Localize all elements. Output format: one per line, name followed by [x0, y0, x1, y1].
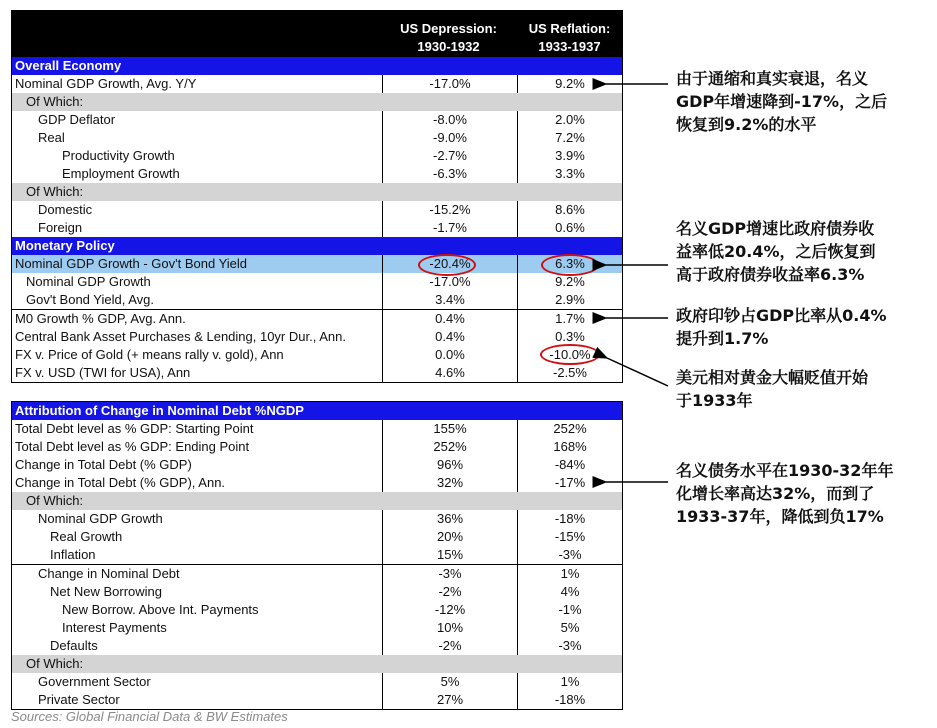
column-header-line: 1933-1937	[538, 39, 601, 54]
value-reflation: 1.7%	[517, 310, 622, 328]
value-depression: -2%	[382, 637, 517, 655]
value-depression: 155%	[382, 420, 517, 438]
value-reflation: 1%	[517, 565, 622, 583]
row-label: Employment Growth	[62, 166, 180, 181]
annotation-line: 提升到1.7%	[676, 329, 769, 348]
value-reflation: 6.3%	[517, 255, 622, 273]
value-depression: 3.4%	[382, 291, 517, 309]
row-label: GDP Deflator	[38, 112, 116, 127]
value-reflation: -10.0%	[517, 346, 622, 364]
value-reflation: 7.2%	[517, 129, 622, 147]
value-depression: -3%	[382, 565, 517, 583]
annotation-line: 美元相对黄金大幅贬值开始	[676, 368, 869, 387]
row-label: M0 Growth % GDP, Avg. Ann.	[15, 311, 186, 326]
row-label: Of Which:	[26, 94, 84, 109]
row-label: Change in Total Debt (% GDP)	[15, 457, 192, 472]
value-reflation: 168%	[517, 438, 622, 456]
annotation-4	[676, 366, 868, 412]
row-label: Monetary Policy	[15, 238, 115, 253]
row-label: Attribution of Change in Nominal Debt %NGDP	[15, 403, 304, 418]
value-reflation: 9.2%	[517, 273, 622, 291]
column-header-line: US Depression:	[400, 21, 497, 36]
row-label: Total Debt level as % GDP: Starting Point	[15, 421, 254, 436]
value-depression: -9.0%	[382, 129, 517, 147]
row-label: Private Sector	[38, 692, 120, 707]
annotation-line: 恢复到9.2%的水平	[676, 115, 817, 134]
annotation-5	[676, 459, 893, 528]
annotation-line: 益率低20.4%，之后恢复到	[676, 242, 876, 261]
value-depression: -20.4%	[382, 255, 517, 273]
annotation-line: 名义债务水平在1930-32年年	[676, 461, 894, 480]
value-reflation: 3.9%	[517, 147, 622, 165]
row-label: Central Bank Asset Purchases & Lending, 10yr Dur., Ann.	[15, 329, 346, 344]
value-reflation: 0.3%	[517, 328, 622, 346]
row-label: Gov't Bond Yield, Avg.	[26, 292, 154, 307]
row-label: Real Growth	[50, 529, 123, 544]
row-label: FX v. USD (TWI for USA), Ann	[15, 365, 191, 380]
value-reflation: 252%	[517, 420, 622, 438]
row-label: Overall Economy	[15, 58, 122, 73]
row-label: Net New Borrowing	[50, 584, 162, 599]
row-label: Defaults	[50, 638, 98, 653]
row-label: New Borrow. Above Int. Payments	[62, 602, 259, 617]
source-note: Sources: Global Financial Data & BW Estimates	[11, 709, 288, 724]
value-depression: 32%	[382, 474, 517, 492]
annotation-3	[676, 304, 887, 350]
row-label: Nominal GDP Growth	[26, 274, 151, 289]
annotation-line: 高于政府债券收益率6.3%	[676, 265, 865, 284]
row-label: FX v. Price of Gold (+ means rally v. gold), Ann	[15, 347, 284, 362]
row-label: Nominal GDP Growth, Avg. Y/Y	[15, 76, 197, 91]
row-label: Of Which:	[26, 184, 84, 199]
value-reflation: 8.6%	[517, 201, 622, 219]
value-depression: -2%	[382, 583, 517, 601]
value-reflation: -17%	[517, 474, 622, 492]
row-label: Real	[38, 130, 65, 145]
value-depression: 20%	[382, 528, 517, 546]
annotation-line: GDP年增速降到-17%，之后	[676, 92, 888, 111]
value-depression: 36%	[382, 510, 517, 528]
row-label: Foreign	[38, 220, 83, 235]
value-depression: -17.0%	[382, 75, 517, 93]
row-label: Government Sector	[38, 674, 151, 689]
row-label: Productivity Growth	[62, 148, 175, 163]
value-reflation: -15%	[517, 528, 622, 546]
value-reflation: -18%	[517, 510, 622, 528]
value-depression: 96%	[382, 456, 517, 474]
annotation-line: 政府印钞占GDP比率从0.4%	[676, 306, 887, 325]
row-label: Change in Total Debt (% GDP), Ann.	[15, 475, 226, 490]
value-depression: 252%	[382, 438, 517, 456]
value-depression: 4.6%	[382, 364, 517, 382]
column-header-line: 1930-1932	[417, 39, 480, 54]
annotation-line: 由于通缩和真实衰退，名义	[676, 69, 869, 88]
value-reflation: 2.9%	[517, 291, 622, 309]
value-reflation: -18%	[517, 691, 622, 709]
value-reflation: -2.5%	[517, 364, 622, 382]
row-label: Nominal GDP Growth	[38, 511, 163, 526]
value-reflation: 5%	[517, 619, 622, 637]
value-depression: 10%	[382, 619, 517, 637]
column-header-line: US Reflation:	[528, 21, 611, 36]
arrow-line	[607, 358, 668, 386]
value-reflation: 0.6%	[517, 219, 622, 237]
value-reflation: 3.3%	[517, 165, 622, 183]
value-reflation: -1%	[517, 601, 622, 619]
value-depression: -6.3%	[382, 165, 517, 183]
value-reflation: -3%	[517, 546, 622, 564]
annotation-line: 于1933年	[676, 391, 753, 410]
value-reflation: -84%	[517, 456, 622, 474]
value-reflation: 4%	[517, 583, 622, 601]
value-depression: 15%	[382, 546, 517, 564]
annotation-line: 1933-37年，降低到负17%	[676, 507, 884, 526]
row-label: Domestic	[38, 202, 93, 217]
value-depression: 5%	[382, 673, 517, 691]
value-depression: -17.0%	[382, 273, 517, 291]
annotation-2	[676, 217, 876, 286]
row-label: Nominal GDP Growth - Gov't Bond Yield	[15, 256, 248, 271]
value-depression: -8.0%	[382, 111, 517, 129]
row-label: Interest Payments	[62, 620, 167, 635]
value-reflation: 2.0%	[517, 111, 622, 129]
value-depression: -2.7%	[382, 147, 517, 165]
annotation-line: 化增长率高达32%，而到了	[676, 484, 875, 503]
value-reflation: -3%	[517, 637, 622, 655]
row-label: Of Which:	[26, 493, 84, 508]
value-reflation: 9.2%	[517, 75, 622, 93]
value-depression: 0.0%	[382, 346, 517, 364]
row-label: Change in Nominal Debt	[38, 566, 180, 581]
row-label: Inflation	[50, 547, 96, 562]
value-depression: -12%	[382, 601, 517, 619]
value-depression: 0.4%	[382, 328, 517, 346]
value-depression: -1.7%	[382, 219, 517, 237]
value-depression: 27%	[382, 691, 517, 709]
annotation-line: 名义GDP增速比政府债券收	[676, 219, 875, 238]
row-label: Of Which:	[26, 656, 84, 671]
value-reflation: 1%	[517, 673, 622, 691]
value-depression: -15.2%	[382, 201, 517, 219]
annotation-1	[676, 67, 887, 136]
row-label: Total Debt level as % GDP: Ending Point	[15, 439, 250, 454]
value-depression: 0.4%	[382, 310, 517, 328]
